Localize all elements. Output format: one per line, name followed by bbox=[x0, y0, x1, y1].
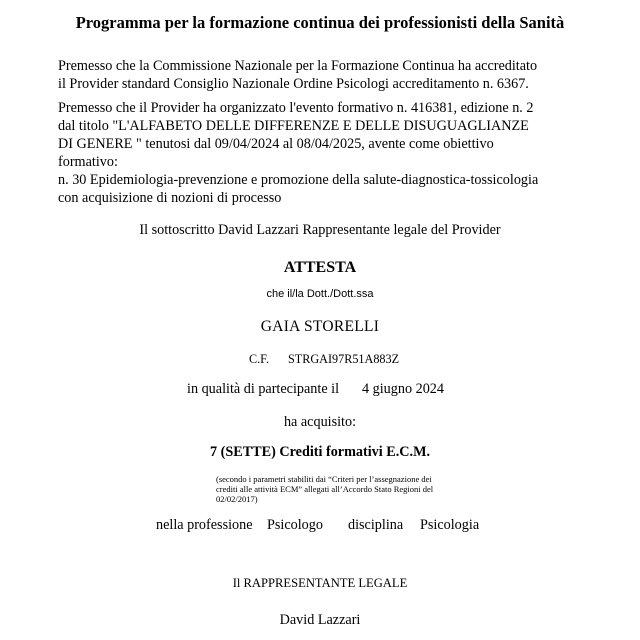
criteria-note-line: 02/02/2017) bbox=[216, 494, 258, 504]
premise-event-line: n. 30 Epidemiologia-prevenzione e promozione della salute-diagnostica-tossicologia bbox=[58, 172, 539, 188]
participation-row bbox=[0, 381, 640, 399]
profession-row bbox=[0, 517, 640, 535]
discipline-value: Psicologia bbox=[420, 517, 480, 533]
fiscal-code-value: STRGAI97R51A883Z bbox=[288, 352, 400, 366]
premise-accreditation bbox=[58, 57, 618, 93]
participation-date: 4 giugno 2024 bbox=[362, 381, 444, 397]
legal-representative-name: David Lazzari bbox=[279, 612, 361, 628]
profession-value: Psicologo bbox=[267, 517, 323, 533]
premise-event-line: Premesso che il Provider ha organizzato l'evento formativo n. 416381, edizione n. 2 bbox=[58, 100, 534, 116]
criteria-note-line: crediti alle attività ECM” allegati all’Accordo Stato Regioni del bbox=[216, 484, 434, 494]
fiscal-code-row bbox=[0, 352, 640, 368]
profession-label: nella professione bbox=[156, 517, 253, 533]
discipline-label: disciplina bbox=[348, 517, 404, 533]
signer-statement: Il sottoscritto David Lazzari Rappresentante legale del Provider bbox=[139, 222, 501, 238]
premise-event bbox=[58, 99, 618, 207]
premise-event-line: dal titolo "L'ALFABETO DELLE DIFFERENZE E DELLE DISUGUAGLIANZE bbox=[58, 118, 529, 134]
premise-accreditation-line: il Provider standard Consiglio Nazionale Ordine Psicologi accreditamento n. 6367. bbox=[58, 76, 529, 92]
participation-label: in qualità di partecipante il bbox=[187, 381, 340, 397]
credits-awarded: 7 (SETTE) Crediti formativi E.C.M. bbox=[209, 444, 431, 460]
criteria-note bbox=[216, 474, 446, 504]
premise-event-line: formativo: bbox=[58, 154, 118, 170]
acquired-label: ha acquisito: bbox=[283, 414, 357, 430]
fiscal-code-label: C.F. bbox=[249, 352, 270, 366]
premise-event-line: DI GENERE " tenutosi dal 09/04/2024 al 08/04/2025, avente come obiettivo bbox=[58, 136, 494, 152]
legal-representative-label: Il RAPPRESENTANTE LEGALE bbox=[232, 576, 408, 590]
recipient-name: GAIA STORELLI bbox=[260, 318, 380, 335]
document-title: Programma per la formazione continua dei professionisti della Sanità bbox=[75, 13, 565, 32]
premise-accreditation-line: Premesso che la Commissione Nazionale per la Formazione Continua ha accreditato bbox=[58, 58, 538, 74]
recipient-prefix: che il/la Dott./Dott.ssa bbox=[266, 288, 374, 300]
premise-event-line: con acquisizione di nozioni di processo bbox=[58, 190, 282, 206]
criteria-note-line: (secondo i parametri stabiliti dai “Criteri per l’assegnazione dei bbox=[216, 474, 432, 484]
attesta-heading: ATTESTA bbox=[283, 259, 357, 276]
